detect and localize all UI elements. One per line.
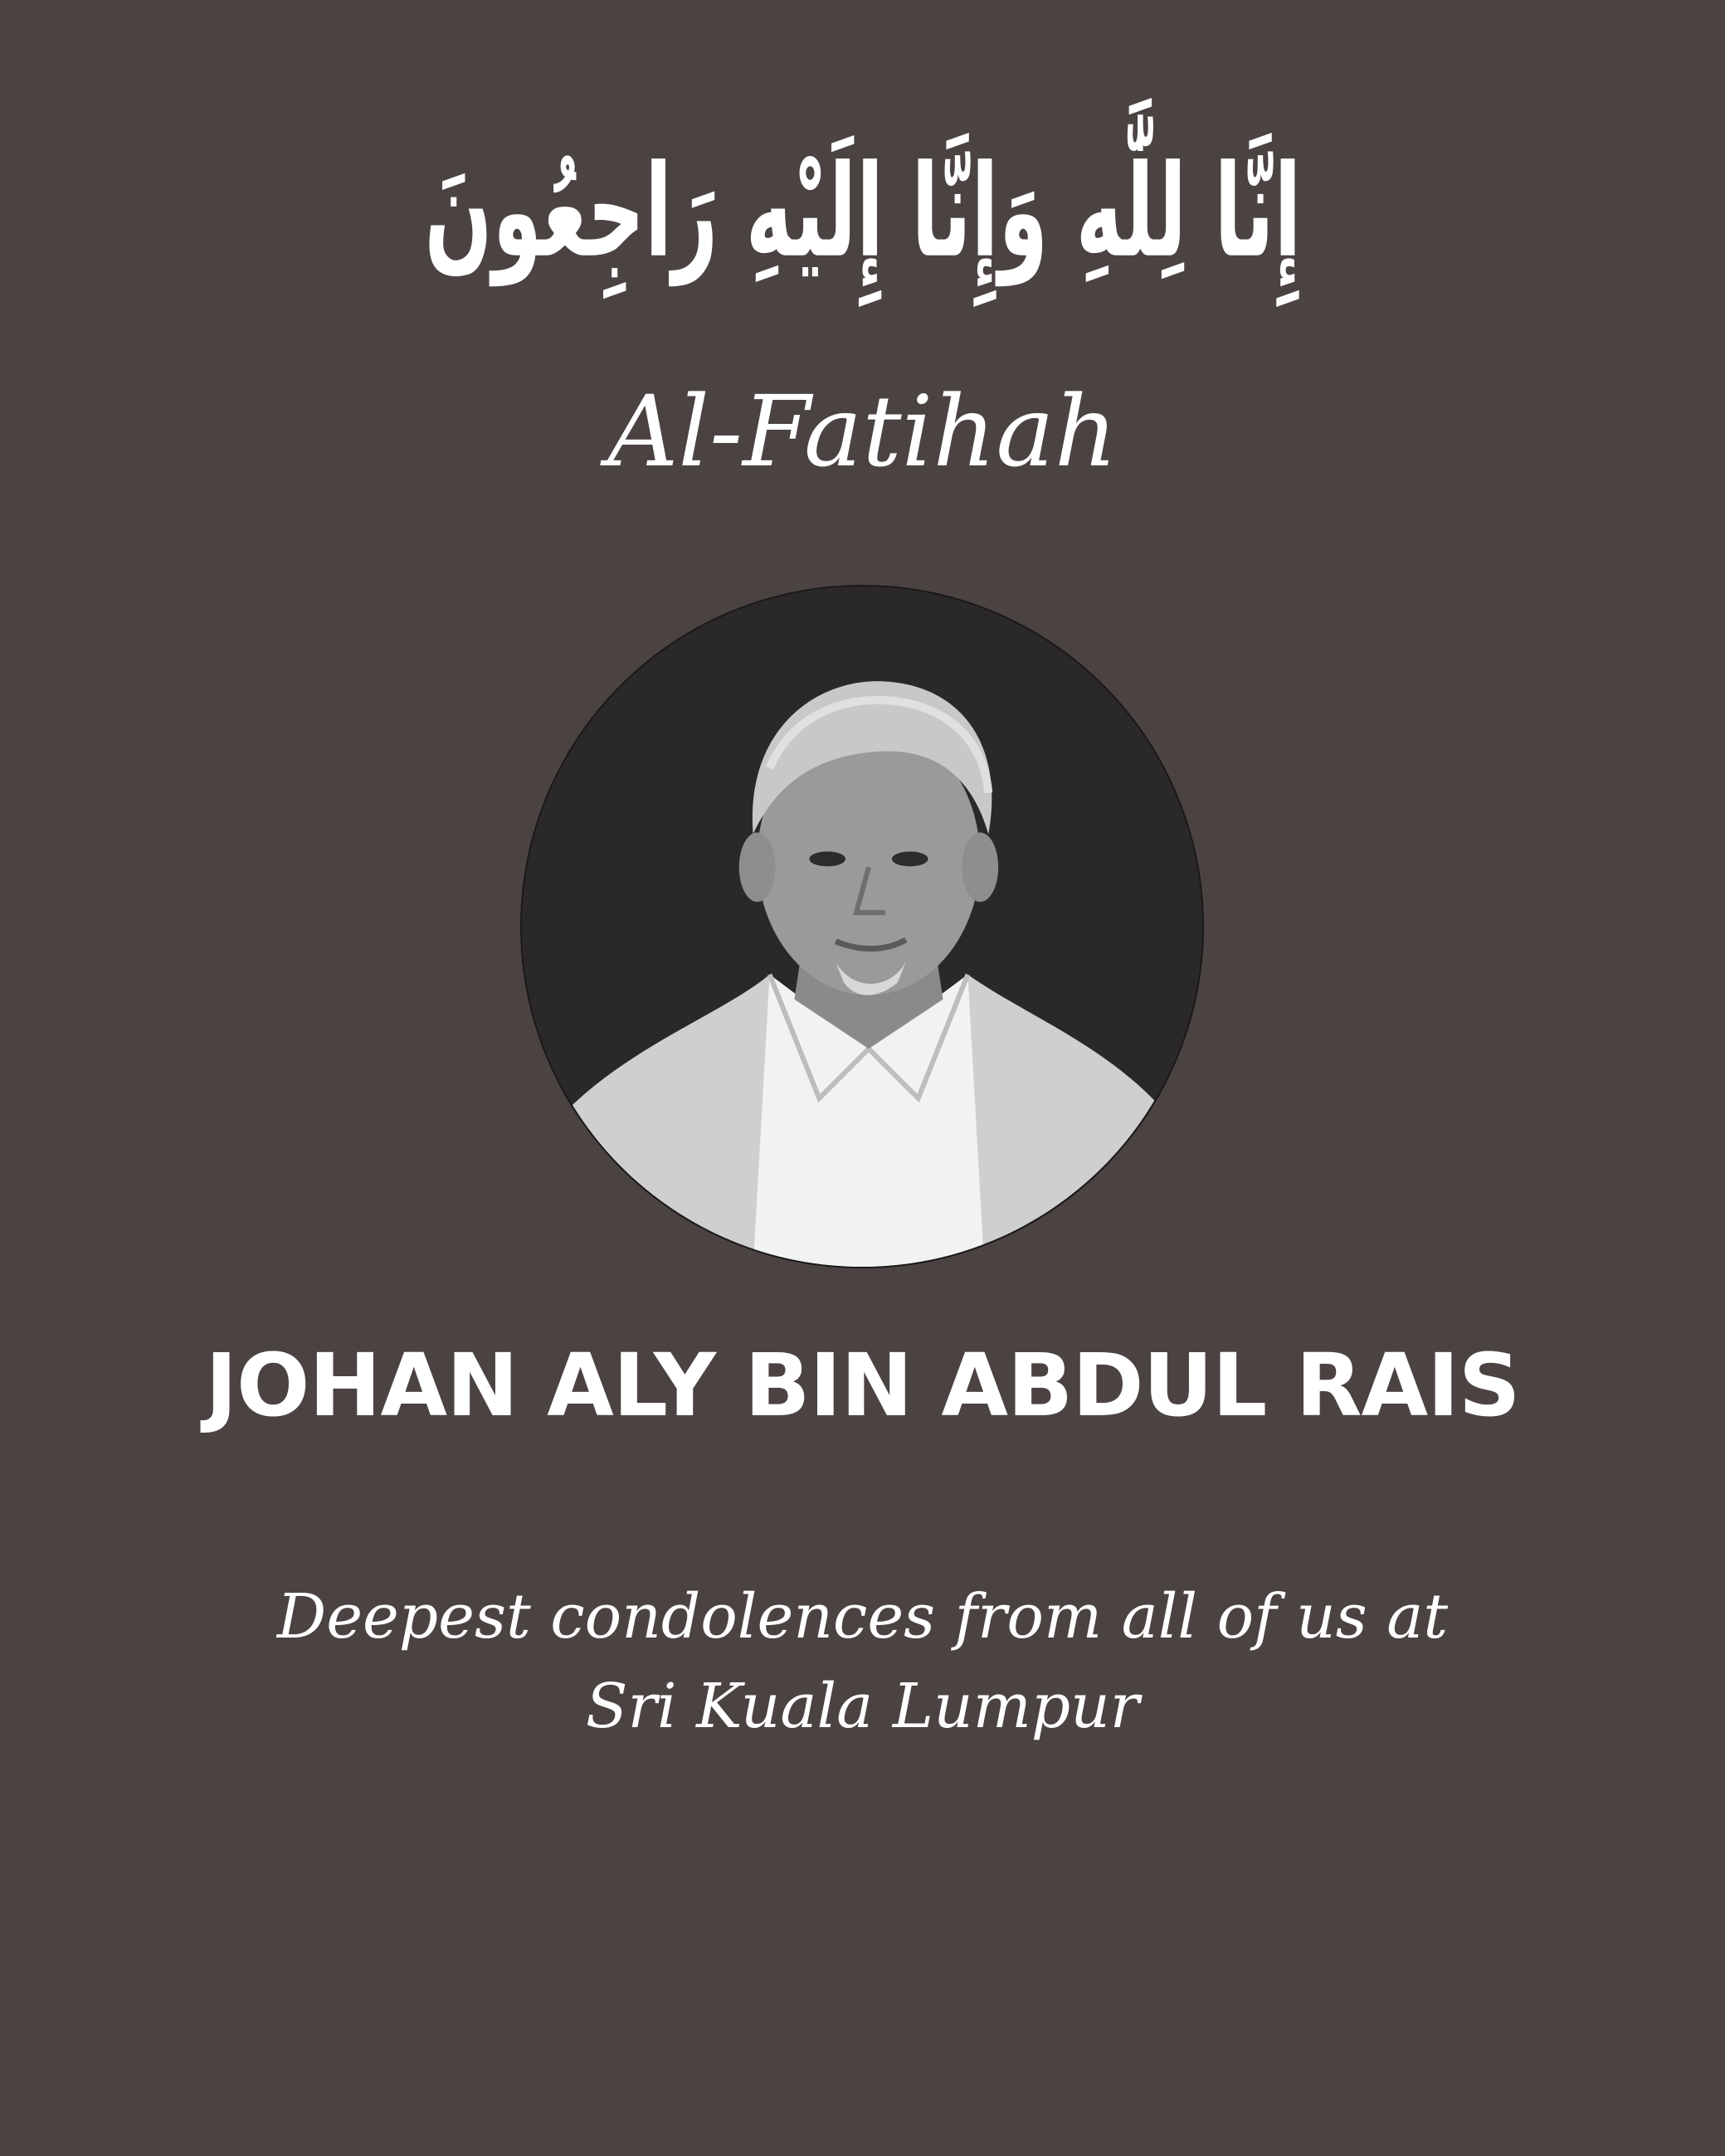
person-portrait-icon bbox=[522, 586, 1202, 1267]
deceased-name: JOHAN ALY BIN ABDUL RAIS bbox=[205, 1335, 1520, 1436]
condolence-line-1: Deepest condolences from all of us at bbox=[276, 1581, 1449, 1652]
condolence-message bbox=[0, 1572, 1725, 1751]
portrait-photo bbox=[520, 585, 1204, 1268]
arabic-calligraphy bbox=[424, 79, 1302, 344]
arabic-verse-text: إِنَّا لِلَّٰهِ وَإِنَّا إِلَيْهِ رَاجِعُونَ bbox=[424, 137, 1302, 286]
condolence-line-2: Sri Kuala Lumpur bbox=[585, 1671, 1140, 1742]
page-title: Al-Fatihah bbox=[607, 374, 1118, 489]
